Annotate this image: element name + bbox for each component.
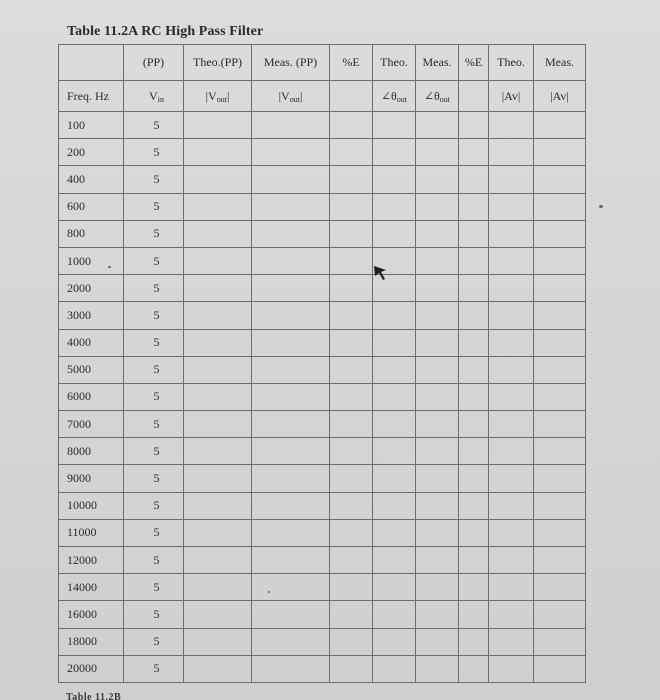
empty-cell xyxy=(252,329,330,356)
table-row xyxy=(59,247,586,274)
empty-cell xyxy=(459,220,489,247)
empty-cell xyxy=(373,329,416,356)
empty-cell xyxy=(184,193,252,220)
empty-cell xyxy=(489,356,534,383)
vin-cell: 5 xyxy=(124,574,184,601)
vin-header xyxy=(124,81,184,112)
vin-cell: 5 xyxy=(124,166,184,193)
vin-header-label: V xyxy=(149,88,158,103)
angle-theo-label: ∠θ xyxy=(380,88,397,103)
freq-cell: 18000 xyxy=(59,628,124,655)
vout-theo-label: |V xyxy=(205,88,217,103)
empty-cell xyxy=(330,601,373,628)
freq-cell: 1000 xyxy=(59,247,124,274)
empty-cell xyxy=(373,166,416,193)
empty-cell xyxy=(184,574,252,601)
empty-cell xyxy=(330,139,373,166)
empty-cell xyxy=(459,574,489,601)
empty-cell xyxy=(184,601,252,628)
empty-cell xyxy=(459,302,489,329)
vout-meas-bar: | xyxy=(299,88,303,103)
empty-cell xyxy=(416,112,459,139)
ink-speck xyxy=(268,591,270,593)
freq-cell: 12000 xyxy=(59,547,124,574)
angle-theo-header xyxy=(373,81,416,112)
empty-cell xyxy=(459,247,489,274)
empty-cell xyxy=(534,329,586,356)
empty-cell xyxy=(373,547,416,574)
empty-cell xyxy=(534,275,586,302)
empty-cell xyxy=(184,628,252,655)
empty-cell xyxy=(252,112,330,139)
empty-cell xyxy=(330,574,373,601)
table-row xyxy=(59,655,586,682)
vin-cell: 5 xyxy=(124,139,184,166)
empty-cell xyxy=(252,383,330,410)
header-cell: %E xyxy=(459,45,489,81)
empty-cell xyxy=(489,655,534,682)
empty-cell xyxy=(534,655,586,682)
empty-cell xyxy=(416,628,459,655)
empty-cell xyxy=(489,519,534,546)
empty-cell xyxy=(534,193,586,220)
empty-cell xyxy=(459,139,489,166)
mouse-pointer-icon xyxy=(373,265,387,281)
table-row xyxy=(59,383,586,410)
empty-cell xyxy=(330,356,373,383)
empty-cell xyxy=(416,655,459,682)
empty-cell xyxy=(184,383,252,410)
freq-cell: 100 xyxy=(59,112,124,139)
header-row-sub xyxy=(59,81,586,112)
empty-cell xyxy=(184,655,252,682)
vout-meas-subscript: out xyxy=(289,94,300,104)
freq-cell: 3000 xyxy=(59,302,124,329)
av-theo-header: |Av| xyxy=(489,81,534,112)
vin-cell: 5 xyxy=(124,356,184,383)
empty-cell xyxy=(252,166,330,193)
freq-cell: 7000 xyxy=(59,411,124,438)
empty-cell xyxy=(489,166,534,193)
empty-cell xyxy=(459,411,489,438)
vout-theo-bar: | xyxy=(226,88,230,103)
empty-cell xyxy=(416,601,459,628)
empty-cell xyxy=(489,193,534,220)
empty-cell xyxy=(489,628,534,655)
empty-cell xyxy=(373,628,416,655)
empty-cell xyxy=(330,329,373,356)
vout-theo-header xyxy=(184,81,252,112)
freq-cell: 200 xyxy=(59,139,124,166)
next-table-title-fragment: Table 11.2B xyxy=(66,692,122,700)
header-cell: Meas. xyxy=(534,45,586,81)
empty-cell xyxy=(373,302,416,329)
empty-cell xyxy=(373,465,416,492)
empty-cell xyxy=(330,166,373,193)
empty-cell xyxy=(416,166,459,193)
table-row xyxy=(59,519,586,546)
empty-cell xyxy=(330,302,373,329)
empty-cell xyxy=(184,329,252,356)
freq-cell: 16000 xyxy=(59,601,124,628)
empty-cell xyxy=(416,492,459,519)
empty-cell xyxy=(534,547,586,574)
header-cell: Theo. xyxy=(489,45,534,81)
vin-cell: 5 xyxy=(124,628,184,655)
empty-cell xyxy=(184,275,252,302)
vin-cell: 5 xyxy=(124,519,184,546)
empty-cell xyxy=(184,356,252,383)
vin-cell: 5 xyxy=(124,438,184,465)
empty-cell xyxy=(416,356,459,383)
empty-cell xyxy=(184,220,252,247)
empty-cell xyxy=(330,411,373,438)
empty-cell xyxy=(373,220,416,247)
empty-cell xyxy=(459,547,489,574)
empty-cell xyxy=(373,519,416,546)
empty-cell xyxy=(534,492,586,519)
empty-cell xyxy=(373,438,416,465)
vin-cell: 5 xyxy=(124,247,184,274)
empty-cell xyxy=(252,438,330,465)
empty-cell xyxy=(489,220,534,247)
empty-cell xyxy=(489,574,534,601)
empty-cell xyxy=(489,329,534,356)
empty-cell xyxy=(373,411,416,438)
empty-cell xyxy=(373,383,416,410)
freq-cell: 20000 xyxy=(59,655,124,682)
header-row-top xyxy=(59,45,586,81)
empty-cell xyxy=(184,519,252,546)
empty-cell xyxy=(252,465,330,492)
empty-cell xyxy=(416,547,459,574)
freq-cell: 5000 xyxy=(59,356,124,383)
empty-cell xyxy=(534,601,586,628)
empty-cell xyxy=(184,438,252,465)
empty-cell xyxy=(416,193,459,220)
empty-cell xyxy=(184,166,252,193)
empty-cell xyxy=(534,519,586,546)
freq-cell: 600 xyxy=(59,193,124,220)
vout-meas-header xyxy=(252,81,330,112)
empty-cell xyxy=(534,628,586,655)
freq-cell: 10000 xyxy=(59,492,124,519)
empty-cell xyxy=(330,465,373,492)
angle-meas-subscript: out xyxy=(439,94,451,104)
table-row xyxy=(59,411,586,438)
vin-cell: 5 xyxy=(124,220,184,247)
empty-cell xyxy=(459,492,489,519)
empty-cell xyxy=(416,247,459,274)
vin-cell: 5 xyxy=(124,193,184,220)
table-body xyxy=(59,112,586,683)
empty-cell xyxy=(184,547,252,574)
table-row xyxy=(59,492,586,519)
angle-meas-header xyxy=(416,81,459,112)
empty-cell xyxy=(252,492,330,519)
empty-cell xyxy=(373,193,416,220)
empty-cell xyxy=(489,383,534,410)
table-row xyxy=(59,220,586,247)
empty-cell xyxy=(184,112,252,139)
vin-cell: 5 xyxy=(124,465,184,492)
table-row xyxy=(59,438,586,465)
empty-cell xyxy=(330,247,373,274)
empty-cell xyxy=(534,356,586,383)
percent-error-header-blank xyxy=(330,81,373,112)
vin-cell: 5 xyxy=(124,329,184,356)
table-row xyxy=(59,139,586,166)
empty-cell xyxy=(416,302,459,329)
ink-speck xyxy=(108,266,111,268)
empty-cell xyxy=(416,411,459,438)
empty-cell xyxy=(373,655,416,682)
table-row xyxy=(59,275,586,302)
empty-cell xyxy=(534,166,586,193)
empty-cell xyxy=(184,302,252,329)
empty-cell xyxy=(373,492,416,519)
empty-cell xyxy=(459,383,489,410)
table-row xyxy=(59,601,586,628)
freq-cell: 4000 xyxy=(59,329,124,356)
header-cell: Theo. xyxy=(373,45,416,81)
header-cell: Theo.(PP) xyxy=(184,45,252,81)
empty-cell xyxy=(330,275,373,302)
empty-cell xyxy=(416,519,459,546)
empty-cell xyxy=(416,465,459,492)
freq-cell: 11000 xyxy=(59,519,124,546)
empty-cell xyxy=(330,519,373,546)
empty-cell xyxy=(330,628,373,655)
empty-cell xyxy=(252,302,330,329)
empty-cell xyxy=(534,112,586,139)
empty-cell xyxy=(330,220,373,247)
empty-cell xyxy=(459,356,489,383)
empty-cell xyxy=(489,601,534,628)
empty-cell xyxy=(416,383,459,410)
high-pass-filter-table xyxy=(58,44,586,683)
empty-cell xyxy=(330,112,373,139)
empty-cell xyxy=(252,655,330,682)
freq-cell: 8000 xyxy=(59,438,124,465)
table-row xyxy=(59,329,586,356)
empty-cell xyxy=(534,574,586,601)
table-row xyxy=(59,166,586,193)
vin-cell: 5 xyxy=(124,547,184,574)
table-row xyxy=(59,465,586,492)
table-title-number: Table 11.2A xyxy=(67,24,138,39)
empty-cell xyxy=(184,492,252,519)
empty-cell xyxy=(252,519,330,546)
vin-cell: 5 xyxy=(124,601,184,628)
empty-cell xyxy=(416,438,459,465)
empty-cell xyxy=(373,601,416,628)
vin-header-subscript: in xyxy=(157,94,164,104)
empty-cell xyxy=(330,547,373,574)
empty-cell xyxy=(416,139,459,166)
empty-cell xyxy=(252,628,330,655)
freq-cell: 400 xyxy=(59,166,124,193)
table-row xyxy=(59,112,586,139)
empty-cell xyxy=(534,411,586,438)
header-cell: Meas. xyxy=(416,45,459,81)
header-cell: (PP) xyxy=(124,45,184,81)
empty-cell xyxy=(534,438,586,465)
empty-cell xyxy=(489,492,534,519)
empty-cell xyxy=(489,275,534,302)
empty-cell xyxy=(534,247,586,274)
empty-cell xyxy=(252,247,330,274)
empty-cell xyxy=(459,166,489,193)
empty-cell xyxy=(489,302,534,329)
table-title-text: RC High Pass Filter xyxy=(141,24,264,39)
freq-cell: 2000 xyxy=(59,275,124,302)
freq-cell: 6000 xyxy=(59,383,124,410)
empty-cell xyxy=(184,247,252,274)
empty-cell xyxy=(373,574,416,601)
empty-cell xyxy=(330,193,373,220)
empty-cell xyxy=(459,655,489,682)
empty-cell xyxy=(184,465,252,492)
empty-cell xyxy=(416,329,459,356)
av-meas-header: |Av| xyxy=(534,81,586,112)
empty-cell xyxy=(252,356,330,383)
empty-cell xyxy=(373,356,416,383)
empty-cell xyxy=(459,112,489,139)
empty-cell xyxy=(252,220,330,247)
empty-cell xyxy=(373,139,416,166)
empty-cell xyxy=(459,628,489,655)
angle-theo-subscript: out xyxy=(396,94,408,104)
empty-cell xyxy=(489,139,534,166)
empty-cell xyxy=(252,547,330,574)
vin-cell: 5 xyxy=(124,655,184,682)
vin-cell: 5 xyxy=(124,383,184,410)
empty-cell xyxy=(534,383,586,410)
empty-cell xyxy=(534,220,586,247)
empty-cell xyxy=(373,112,416,139)
empty-cell xyxy=(252,574,330,601)
freq-cell: 9000 xyxy=(59,465,124,492)
table-row xyxy=(59,193,586,220)
empty-cell xyxy=(459,329,489,356)
empty-cell xyxy=(534,139,586,166)
empty-cell xyxy=(330,492,373,519)
empty-cell xyxy=(416,275,459,302)
empty-cell xyxy=(489,411,534,438)
freq-cell: 14000 xyxy=(59,574,124,601)
empty-cell xyxy=(459,275,489,302)
freq-header: Freq. Hz xyxy=(59,81,124,112)
empty-cell xyxy=(489,112,534,139)
empty-cell xyxy=(489,438,534,465)
empty-cell xyxy=(416,574,459,601)
empty-cell xyxy=(330,655,373,682)
percent-error-header-blank xyxy=(459,81,489,112)
table-row xyxy=(59,547,586,574)
table-title xyxy=(67,24,263,40)
angle-meas-label: ∠θ xyxy=(423,88,440,103)
header-cell: %E xyxy=(330,45,373,81)
empty-cell xyxy=(489,465,534,492)
vin-cell: 5 xyxy=(124,492,184,519)
empty-cell xyxy=(459,465,489,492)
empty-cell xyxy=(416,220,459,247)
empty-cell xyxy=(489,247,534,274)
table-row xyxy=(59,302,586,329)
vin-cell: 5 xyxy=(124,275,184,302)
header-cell xyxy=(59,45,124,81)
empty-cell xyxy=(459,438,489,465)
empty-cell xyxy=(459,193,489,220)
vin-cell: 5 xyxy=(124,411,184,438)
vout-meas-label: |V xyxy=(278,88,290,103)
empty-cell xyxy=(534,302,586,329)
header-cell: Meas. (PP) xyxy=(252,45,330,81)
vin-cell: 5 xyxy=(124,302,184,329)
vout-theo-subscript: out xyxy=(216,94,227,104)
empty-cell xyxy=(252,139,330,166)
ink-speck xyxy=(599,205,603,208)
empty-cell xyxy=(330,438,373,465)
vin-cell: 5 xyxy=(124,112,184,139)
empty-cell xyxy=(489,547,534,574)
empty-cell xyxy=(252,601,330,628)
table-row xyxy=(59,356,586,383)
table-row xyxy=(59,574,586,601)
empty-cell xyxy=(330,383,373,410)
empty-cell xyxy=(184,411,252,438)
empty-cell xyxy=(459,601,489,628)
empty-cell xyxy=(252,193,330,220)
empty-cell xyxy=(534,465,586,492)
table-row xyxy=(59,628,586,655)
empty-cell xyxy=(252,275,330,302)
freq-cell: 800 xyxy=(59,220,124,247)
empty-cell xyxy=(184,139,252,166)
empty-cell xyxy=(252,411,330,438)
empty-cell xyxy=(459,519,489,546)
